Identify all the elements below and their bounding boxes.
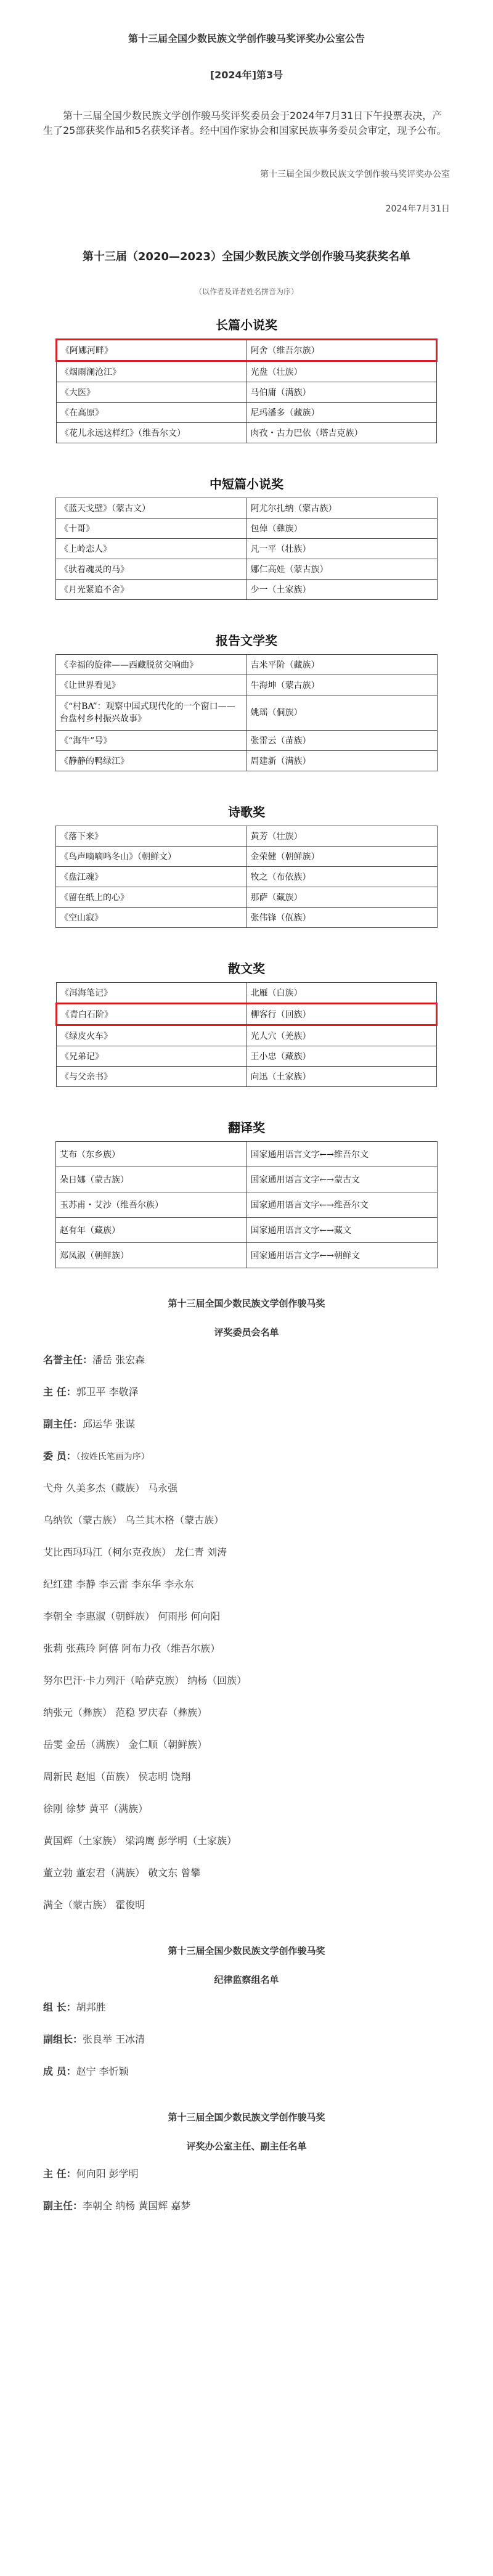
author: 姚瑶（侗族） bbox=[246, 695, 438, 731]
award-table bbox=[55, 338, 438, 443]
announcement-title: 第十三届全国少数民族文学创作骏马奖评奖办公室公告 bbox=[128, 33, 365, 44]
work-title: 《上岭恋人》 bbox=[56, 539, 247, 559]
work-title: 《兄弟记》 bbox=[57, 1046, 247, 1067]
category-prose bbox=[55, 958, 438, 1087]
table-row bbox=[56, 847, 438, 867]
category-poetry bbox=[55, 801, 438, 928]
table-row bbox=[56, 675, 438, 695]
table-row bbox=[57, 423, 437, 443]
member-line: 董立勃 董宏君（满族） 敬文东 曾攀 bbox=[43, 1867, 201, 1879]
translator: 玉苏甫・艾沙（维吾尔族） bbox=[56, 1192, 247, 1218]
table-row bbox=[56, 498, 438, 519]
member-line: 纪红建 李静 李云雷 李东华 李永东 bbox=[43, 1578, 194, 1590]
discipline-title: 第十三届全国少数民族文学创作骏马奖 bbox=[168, 1945, 325, 1956]
work-title: 《大医》 bbox=[57, 382, 247, 403]
work-title: 《空山寂》 bbox=[56, 908, 247, 928]
names: 张良举 王冰清 bbox=[83, 2033, 145, 2045]
table-row bbox=[56, 908, 438, 928]
table-row bbox=[57, 382, 437, 403]
office-director bbox=[43, 2164, 450, 2184]
directors bbox=[43, 1382, 450, 1403]
table-row bbox=[56, 1243, 438, 1268]
translator: 赵有年（藏族） bbox=[56, 1218, 247, 1243]
table-row bbox=[57, 983, 437, 1004]
category-title: 翻译奖 bbox=[228, 1120, 265, 1135]
author: 柳客行（回族） bbox=[246, 1004, 437, 1025]
announcement-date: 2024年7月31日 bbox=[385, 204, 450, 214]
author: 尼玛潘多（藏族） bbox=[246, 403, 437, 423]
author: 金荣健（朝鲜族） bbox=[246, 847, 438, 867]
member-line: 徐刚 徐梦 黄平（满族） bbox=[43, 1803, 149, 1815]
table-row bbox=[56, 867, 438, 887]
member-line: 满全（蒙古族） 霍俊明 bbox=[43, 1899, 145, 1911]
role-label: 主 任： bbox=[43, 2168, 76, 2180]
member-line: 张莉 张燕玲 阿僖 阿布力孜（维吾尔族） bbox=[43, 1643, 221, 1654]
member-line: 纳张元（彝族） 范稳 罗庆春（彝族） bbox=[43, 1707, 208, 1718]
names: 潘岳 张宏森 bbox=[92, 1354, 145, 1366]
role-label: 副主任： bbox=[43, 2200, 83, 2212]
names: 何向阳 彭学明 bbox=[76, 2168, 139, 2180]
discipline-members bbox=[43, 2061, 450, 2082]
honorary-directors bbox=[43, 1350, 450, 1371]
award-list-title: 第十三届（2020—2023）全国少数民族文学创作骏马奖获奖名单 bbox=[82, 250, 411, 263]
names: 郭卫平 李敬泽 bbox=[76, 1386, 139, 1398]
role-label: 副组长： bbox=[43, 2033, 83, 2045]
award-table bbox=[55, 826, 438, 928]
members-heading bbox=[43, 1446, 450, 1467]
office-title: 第十三届全国少数民族文学创作骏马奖 bbox=[168, 2112, 325, 2123]
award-table bbox=[55, 1141, 438, 1268]
translator: 艾布（东乡族） bbox=[56, 1142, 247, 1167]
category-translation bbox=[55, 1117, 438, 1268]
category-title: 诗歌奖 bbox=[228, 805, 265, 819]
member-line: 李朝全 李惠淑（朝鲜族） 何雨彤 何向阳 bbox=[43, 1610, 221, 1622]
jury-title: 第十三届全国少数民族文学创作骏马奖 bbox=[168, 1298, 325, 1309]
translator: 郑凤淑（朝鲜族） bbox=[56, 1243, 247, 1268]
role-label: 主 任： bbox=[43, 1386, 76, 1398]
role-label: 成 员： bbox=[43, 2065, 76, 2077]
role-label: 组 长： bbox=[43, 2001, 76, 2013]
table-row bbox=[56, 1167, 438, 1192]
author: 阿舍（维吾尔族） bbox=[246, 340, 437, 361]
table-row bbox=[56, 887, 438, 908]
role-label: 副主任： bbox=[43, 1418, 83, 1430]
role-label: 名誉主任： bbox=[43, 1354, 93, 1366]
author: 周建新（满族） bbox=[246, 751, 438, 771]
author: 娜仁高娃（蒙古族） bbox=[246, 559, 438, 580]
spacer bbox=[43, 1087, 450, 1099]
table-row bbox=[56, 655, 438, 675]
table-row bbox=[56, 731, 438, 751]
role-label: 委 员： bbox=[43, 1450, 76, 1462]
work-title: 《盘江魂》 bbox=[56, 867, 247, 887]
award-table bbox=[55, 498, 438, 600]
member-line: 艾比西玛玛江（柯尔克孜族） 龙仁青 刘涛 bbox=[43, 1546, 227, 1558]
table-row bbox=[56, 1192, 438, 1218]
table-row bbox=[56, 695, 438, 731]
member-line: 岳雯 金岳（满族） 金仁顺（朝鲜族） bbox=[43, 1739, 208, 1750]
table-row bbox=[56, 751, 438, 771]
work-title: 《阿娜河畔》 bbox=[57, 340, 247, 361]
office-subtitle: 评奖办公室主任、副主任名单 bbox=[186, 2141, 307, 2152]
work-title: 《月光紧追不舍》 bbox=[56, 580, 247, 600]
table-row bbox=[56, 519, 438, 539]
work-title: 《“海牛”号》 bbox=[56, 731, 247, 751]
work-title: 《鸟声嘀嘀鸣冬山》（朝鲜文） bbox=[56, 847, 247, 867]
discipline-subtitle: 纪律监察组名单 bbox=[214, 1974, 279, 1985]
author: 牧之（布依族） bbox=[246, 867, 438, 887]
author: 光盘（壮族） bbox=[246, 361, 437, 382]
author: 向迅（土家族） bbox=[246, 1067, 437, 1087]
award-table bbox=[55, 654, 438, 771]
names: 胡邦胜 bbox=[76, 2001, 106, 2013]
announcement-signer: 第十三届全国少数民族文学创作骏马奖评奖办公室 bbox=[260, 170, 450, 179]
table-row bbox=[57, 361, 437, 382]
names: 邱运华 张谋 bbox=[83, 1418, 136, 1430]
table-row bbox=[56, 580, 438, 600]
table-row bbox=[56, 559, 438, 580]
author: 那萨（藏族） bbox=[246, 887, 438, 908]
discipline-vice bbox=[43, 2029, 450, 2050]
work-title: 《花儿永远这样红》（维吾尔文） bbox=[57, 423, 247, 443]
award-list-note: （以作者及译者姓名拼音为序） bbox=[194, 287, 298, 296]
author: 肉孜・古力巴依（塔吉克族） bbox=[246, 423, 437, 443]
language-pair: 国家通用语言文字←→维吾尔文 bbox=[246, 1192, 438, 1218]
language-pair: 国家通用语言文字←→朝鲜文 bbox=[246, 1243, 438, 1268]
work-title: 《“村BA”：观察中国式现代化的一个窗口——台盘村乡村振兴故事》 bbox=[56, 695, 247, 731]
table-row bbox=[57, 1067, 437, 1087]
language-pair: 国家通用语言文字←→维吾尔文 bbox=[246, 1142, 438, 1167]
category-novella bbox=[55, 473, 438, 600]
work-title: 《十哥》 bbox=[56, 519, 247, 539]
category-title: 长篇小说奖 bbox=[216, 318, 277, 332]
announcement-intro: 第十三届全国少数民族文学创作骏马奖评奖委员会于2024年7月31日下午投票表决，产生了25部获奖作品和5名获奖译者。经中国作家协会和国家民族事务委员会审定，现予公布。 bbox=[43, 110, 447, 136]
work-title: 《绿皮火车》 bbox=[57, 1025, 247, 1046]
names: 赵宁 李忻颖 bbox=[76, 2065, 129, 2077]
spacer bbox=[43, 600, 450, 612]
author: 凡一平（壮族） bbox=[246, 539, 438, 559]
table-row bbox=[56, 539, 438, 559]
work-title: 《洱海笔记》 bbox=[57, 983, 247, 1004]
author: 张伟锋（佤族） bbox=[246, 908, 438, 928]
table-row bbox=[57, 403, 437, 423]
author: 北雁（白族） bbox=[246, 983, 437, 1004]
vice-directors bbox=[43, 1414, 450, 1435]
table-row bbox=[57, 1046, 437, 1067]
members-note: （按姓氏笔画为序） bbox=[76, 1452, 150, 1462]
work-title: 《蓝天戈壁》（蒙古文） bbox=[56, 498, 247, 519]
table-row bbox=[57, 1004, 437, 1025]
spacer bbox=[43, 771, 450, 784]
work-title: 《青白石阶》 bbox=[57, 1004, 247, 1025]
spacer bbox=[43, 443, 450, 456]
work-title: 《在高原》 bbox=[57, 403, 247, 423]
table-row bbox=[57, 1025, 437, 1046]
category-reportage bbox=[55, 630, 438, 771]
table-row bbox=[56, 826, 438, 847]
translator: 朵日娜（蒙古族） bbox=[56, 1167, 247, 1192]
table-row bbox=[57, 340, 437, 361]
table-row bbox=[56, 1142, 438, 1167]
table-row bbox=[56, 1218, 438, 1243]
category-title: 中短篇小说奖 bbox=[210, 477, 283, 491]
category-novel bbox=[55, 314, 438, 443]
names: 李朝全 纳杨 黄国辉 嘉梦 bbox=[83, 2200, 191, 2212]
work-title: 《幸福的旋律——西藏脱贫交响曲》 bbox=[56, 655, 247, 675]
author: 阿尤尔扎纳（蒙古族） bbox=[246, 498, 438, 519]
spacer bbox=[43, 928, 450, 940]
author: 黄芳（壮族） bbox=[246, 826, 438, 847]
work-title: 《让世界看见》 bbox=[56, 675, 247, 695]
discipline-leader bbox=[43, 1997, 450, 2018]
jury-subtitle: 评奖委员会名单 bbox=[214, 1327, 279, 1338]
category-title: 散文奖 bbox=[228, 961, 265, 976]
member-line: 弋舟 久美多杰（藏族） 马永强 bbox=[43, 1482, 178, 1494]
member-line: 努尔巴汗·卡力列汗（哈萨克族） 纳杨（回族） bbox=[43, 1675, 247, 1686]
author: 少一（土家族） bbox=[246, 580, 438, 600]
announcement-number: [2024年]第3号 bbox=[210, 69, 283, 81]
office-vice bbox=[43, 2196, 450, 2217]
author: 牛海坤（蒙古族） bbox=[246, 675, 438, 695]
work-title: 《留在纸上的心》 bbox=[56, 887, 247, 908]
member-line: 黄国辉（土家族） 梁鸿鹰 彭学明（土家族） bbox=[43, 1835, 237, 1847]
category-title: 报告文学奖 bbox=[216, 633, 277, 648]
work-title: 《与父亲书》 bbox=[57, 1067, 247, 1087]
author: 张雷云（苗族） bbox=[246, 731, 438, 751]
award-table bbox=[55, 982, 438, 1087]
work-title: 《烟雨澜沧江》 bbox=[57, 361, 247, 382]
author: 吉米平阶（藏族） bbox=[246, 655, 438, 675]
work-title: 《落下来》 bbox=[56, 826, 247, 847]
author: 马伯庸（满族） bbox=[246, 382, 437, 403]
author: 光人穴（羌族） bbox=[246, 1025, 437, 1046]
member-line: 乌纳钦（蒙古族） 乌兰其木格（蒙古族） bbox=[43, 1514, 224, 1526]
author: 包倬（彝族） bbox=[246, 519, 438, 539]
author: 王小忠（藏族） bbox=[246, 1046, 437, 1067]
work-title: 《驮着魂灵的马》 bbox=[56, 559, 247, 580]
language-pair: 国家通用语言文字←→蒙古文 bbox=[246, 1167, 438, 1192]
language-pair: 国家通用语言文字←→藏文 bbox=[246, 1218, 438, 1243]
work-title: 《静静的鸭绿江》 bbox=[56, 751, 247, 771]
member-line: 周新民 赵旭（苗族） 侯志明 饶翔 bbox=[43, 1771, 191, 1782]
